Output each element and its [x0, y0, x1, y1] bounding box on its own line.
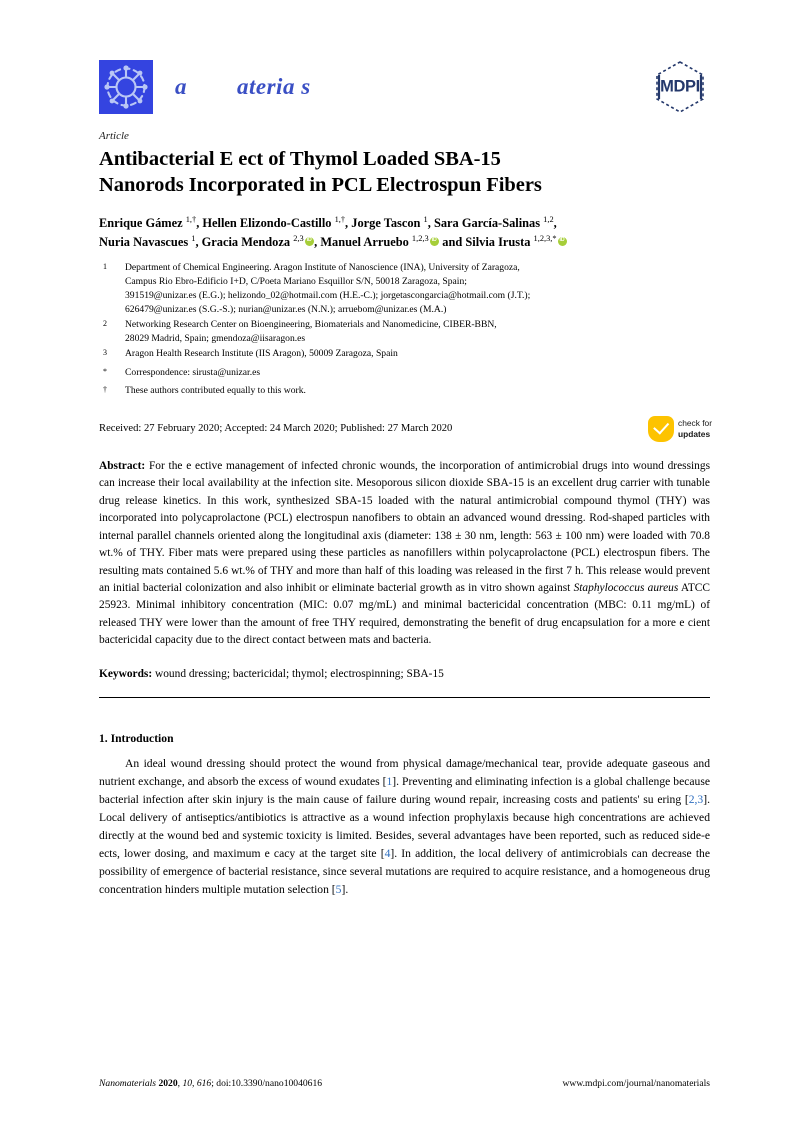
title-line-1: Antibacterial E ect of Thymol Loaded SBA-15	[99, 148, 501, 170]
author-line-2: Nuria Navascues $^1$, Gracia Mendoza $^{2,3}$ iD , Manuel Arruebo $^{1,2,3}$iD and Silvia Irusta $^{1,2,3,*}$iD	[99, 233, 710, 252]
abstract	[99, 458, 710, 650]
introduction-paragraph-1	[99, 755, 710, 899]
keywords-text: wound dressing; bactericidal; thymol; electrospinning; SBA-15	[152, 667, 444, 680]
author-affiliation-marker: 1	[423, 215, 428, 225]
affiliation-line: 626479@unizar.es (S.G.-S.); nurian@unizar.es (N.N.); arruebom@unizar.es (M.A.)	[125, 304, 447, 316]
affiliation-line: 391519@unizar.es (E.G.); helizondo_02@hotmail.com (H.E.-C.); jorgetascongarcia@hotmail.com (J.T.);	[125, 290, 531, 302]
footer-year: 2020	[156, 1078, 178, 1089]
publication-dates: Received: 27 February 2020; Accepted: 24 March 2020; Published: 27 March 2020	[99, 423, 453, 435]
affiliation-list	[99, 261, 710, 401]
check-updates-line1: check for	[678, 418, 712, 429]
intro-seg-2: ]. Preventing and eliminating infection is a global challenge because bacterial infection after skin injury is the main cause of failure during wound repair, increasing costs and patients' su ering [	[99, 774, 710, 806]
page-title	[99, 146, 710, 198]
footer-journal-url[interactable]: www.mdpi.com/journal/nanomaterials	[562, 1078, 710, 1089]
author-affiliation-marker: 1,2,3,*	[533, 234, 557, 244]
author-list	[99, 214, 710, 252]
publication-dates-row	[99, 416, 710, 442]
footer-volume: , 10, 616	[177, 1078, 212, 1089]
affiliation-text	[125, 384, 710, 401]
affiliation-text	[125, 366, 710, 383]
affiliation-row	[99, 261, 710, 317]
horizontal-divider	[99, 697, 710, 698]
author-affiliation-marker: 2,3	[293, 234, 304, 244]
abstract-species-name: Staphylococcus aureus	[573, 582, 679, 595]
author-affiliation-marker: 1,2	[543, 215, 554, 225]
citation-link-1[interactable]: 1	[386, 774, 393, 788]
page-footer	[99, 1078, 710, 1089]
author-name: Nuria Navascues	[99, 235, 192, 250]
keywords	[99, 666, 710, 683]
affiliation-text	[125, 318, 710, 346]
title-line-2: Nanorods Incorporated in PCL Electrospun Fibers	[99, 174, 542, 197]
footer-doi: ; doi:10.3390/nano10040616	[211, 1078, 323, 1089]
author-name: Silvia Irusta	[465, 235, 534, 250]
orcid-icon[interactable]	[430, 237, 439, 246]
affiliation-line: Department of Chemical Engineering. Aragon Institute of Nanoscience (INA), University of Zaragoza,	[125, 262, 520, 274]
author-name: Sara García-Salinas	[433, 216, 544, 231]
abstract-text-part-1: For the e ective management of infected chronic wounds, the incorporation of antimicrobial drugs into wound dressings can increase their local availability at the infection site. Mesoporous silicon dioxide SBA-15 is an excellent drug carrier with tunable drug release kinetics. In this work, synthesized SBA-15 loaded with the natural antimicrobial compound thymol (THY) was incorporated into polycaprolactone (PCL) electrospun nanofibers to obtain an advanced wound dressing. Rod-shaped particles with internal parallel channels oriented along the longitudinal axis (diameter: 138 ± 30 nm, length: 563 ± 100 nm) were loaded with 70.8 wt.% of THY. Fiber mats were prepared using these particles as nanofillers within polycaprolactone (PCL) electrospun fibers. The resulting mats contained 5.6 wt.% of THY and more than half of this loading was released in the first 7 h. This release would prevent an initial bacterial colonization and also inhibit or eliminate bacterial growth as in vitro shown against	[99, 459, 710, 595]
author-name: Gracia Mendoza	[201, 235, 294, 250]
citation-link-4[interactable]: 5	[335, 882, 342, 896]
affiliation-row	[99, 347, 710, 364]
citation-link-3[interactable]: 4	[384, 846, 391, 860]
check-for-updates-labels	[678, 418, 712, 439]
orcid-icon[interactable]	[305, 237, 314, 246]
affiliation-row	[99, 384, 710, 401]
affiliation-marker: *	[103, 366, 107, 376]
abstract-label: Abstract:	[99, 459, 146, 472]
author-affiliation-marker: 1	[191, 234, 196, 244]
intro-seg-4: ]. In addition, the local delivery of antimicrobials can decrease the possibility of emergence of bacterial resistance, since several mutations are required to acquire resistance, and a homogeneous drug concentration hinders multiple mutation selection [	[99, 846, 710, 896]
citation-link-2[interactable]: 2,3	[688, 792, 704, 806]
article-type-label: Article	[99, 130, 129, 142]
journal-title: a ateria s	[175, 74, 311, 99]
author-line-1: Enrique Gámez $^{1,\dagger}$, Hellen Elizondo-Castillo $^{1,\dagger}$, Jorge Tascon $^1$, Sara García-Salinas $^{1,2}$,	[99, 215, 557, 231]
affiliation-line: Correspondence: sirusta@unizar.es	[125, 366, 261, 378]
affiliation-row	[99, 366, 710, 383]
affiliation-marker: 2	[103, 319, 107, 329]
affiliation-line: Campus Rio Ebro-Edificio I+D, C/Poeta Mariano Esquillor S/N, 50018 Zaragoza, Spain;	[125, 276, 467, 288]
affiliation-row	[99, 318, 710, 346]
affiliation-marker: 1	[103, 262, 107, 272]
affiliation-line: These authors contributed equally to this work.	[125, 384, 306, 396]
abstract-text-part-2: ATCC 25923. Minimal inhibitory concentration (MIC: 0.07 mg/mL) and minimal bactericidal concentration (MBC: 0.11 mg/mL) of released THY were lower than the amount of free THY required, demonstrating the benefit of drug encapsulation for a more e cient bactericidal capacity due to the direct contact between mats and bacteria.	[99, 582, 710, 647]
check-shield-icon	[648, 416, 674, 442]
intro-seg-5: ].	[341, 882, 349, 896]
check-updates-line2: updates	[678, 428, 711, 439]
masthead	[99, 56, 710, 118]
nanomaterials-logo-icon	[99, 60, 153, 114]
footer-journal-name: Nanomaterials	[99, 1078, 157, 1089]
author-name: Hellen Elizondo-Castillo	[202, 216, 335, 231]
intro-seg-1: An ideal wound dressing should protect the wound from physical damage/mechanical tear, provide adequate gaseous and nutrient exchange, and absorb the excess of wound exudates [	[99, 756, 710, 788]
mdpi-logo-icon	[650, 59, 710, 115]
affiliation-line: Networking Research Center on Bioengineering, Biomaterials and Nanomedicine, CIBER-BBN,	[125, 319, 497, 331]
section-heading-introduction: 1. Introduction	[99, 731, 174, 745]
author-affiliation-marker: 1,†	[334, 215, 346, 225]
affiliation-marker: †	[103, 384, 107, 394]
author-affiliation-marker: 1,†	[185, 215, 197, 225]
mdpi-wordmark: MDPI	[660, 77, 700, 96]
author-name: Manuel Arruebo	[320, 235, 412, 250]
author-name: Jorge Tascon	[351, 216, 424, 231]
affiliation-marker: 3	[103, 348, 107, 358]
affiliation-text	[125, 261, 710, 317]
check-for-updates-badge[interactable]	[648, 416, 712, 442]
author-affiliation-marker: 1,2,3	[411, 234, 429, 244]
author-name: Enrique Gámez	[99, 216, 186, 231]
footer-citation	[99, 1078, 322, 1089]
affiliation-text	[125, 347, 710, 364]
orcid-icon[interactable]	[558, 237, 567, 246]
affiliation-line: 28029 Madrid, Spain; gmendoza@iisaragon.es	[125, 333, 306, 345]
intro-seg-3: ]. Local delivery of antiseptics/antibiotics is attractive as a wound infection prophylaxis because high concentrations are achieved directly at the wound bed and systemic toxicity is limited. Besides, several advantages have been reported, such as reduced side-e ects, lower dosing, and maximum e cacy at the target site [	[99, 792, 710, 860]
masthead-left	[99, 60, 311, 114]
affiliation-line: Aragon Health Research Institute (IIS Aragon), 50009 Zaragoza, Spain	[125, 348, 398, 360]
keywords-label: Keywords:	[99, 667, 153, 680]
